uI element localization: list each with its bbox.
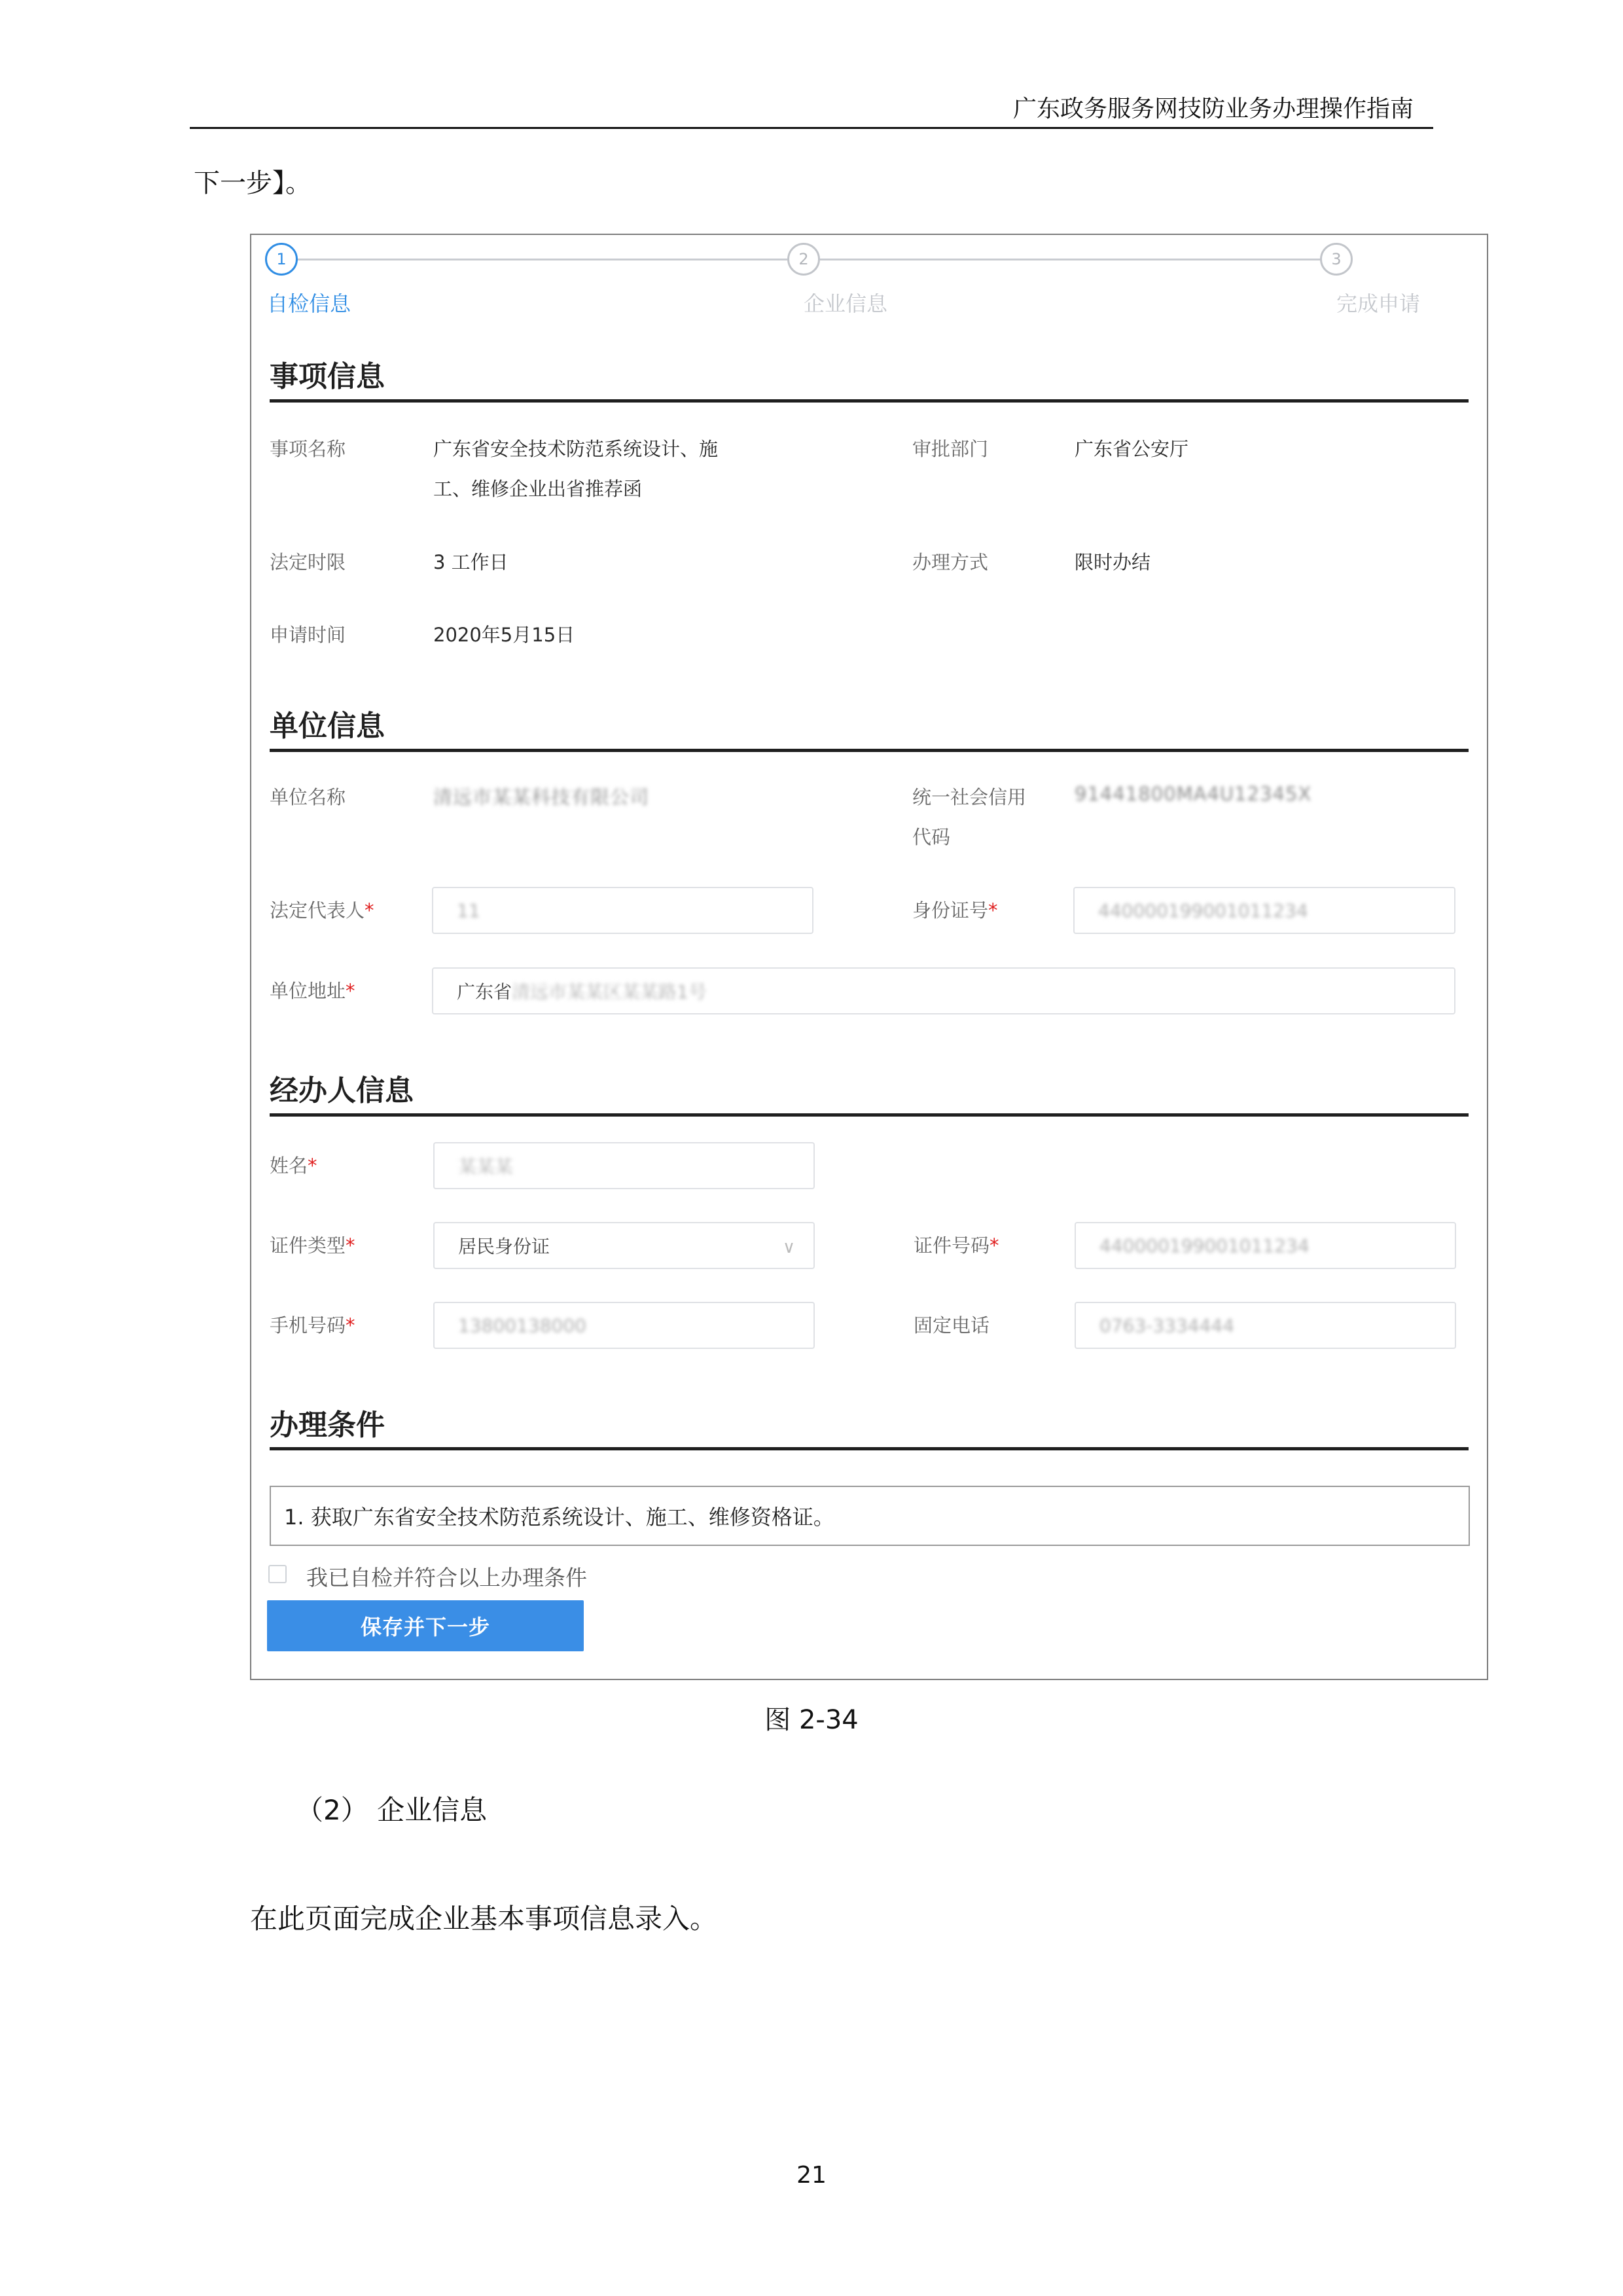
unit-name-value: 清远市某某科技有限公司	[433, 786, 650, 808]
approval-dept-value: 广东省公安厅	[1075, 438, 1189, 460]
section-title-agent: 经办人信息	[270, 1074, 414, 1107]
document-header-title: 广东政务服务网技防业务办理操作指南	[1013, 96, 1414, 122]
legal-rep-input[interactable]: 11	[432, 887, 813, 934]
agent-name-label: 姓名*	[270, 1155, 317, 1177]
embedded-screenshot	[250, 234, 1488, 1680]
agree-label[interactable]: 我已自检并符合以上办理条件	[306, 1565, 587, 1590]
approval-dept-label: 审批部门	[912, 438, 989, 460]
legal-rep-label: 法定代表人*	[270, 899, 374, 922]
chevron-down-icon: ∨	[782, 1238, 795, 1257]
section-rule	[270, 399, 1469, 403]
lead-text: 下一步】。	[194, 168, 312, 198]
step-1-label[interactable]: 自检信息	[267, 291, 351, 316]
body-text: 在此页面完成企业基本事项信息录入。	[250, 1903, 718, 1935]
handle-mode-value: 限时办结	[1075, 551, 1151, 573]
matter-name-value-line1: 广东省安全技术防范系统设计、施	[433, 438, 719, 460]
legal-limit-label: 法定时限	[270, 551, 346, 573]
section-title-matter: 事项信息	[270, 360, 385, 393]
cert-number-label: 证件号码*	[914, 1234, 999, 1257]
landline-input[interactable]: 0763-3334444	[1075, 1302, 1456, 1349]
step-3-label[interactable]: 完成申请	[1336, 291, 1421, 316]
section-rule	[270, 1113, 1469, 1117]
agree-checkbox[interactable]	[268, 1565, 287, 1583]
cert-number-input[interactable]: 440000199001011234	[1075, 1222, 1456, 1269]
save-next-button[interactable]: 保存并下一步	[267, 1600, 584, 1651]
id-number-label: 身份证号*	[912, 899, 998, 922]
page-number: 21	[796, 2162, 827, 2189]
credit-code-label-line2: 代码	[912, 826, 951, 848]
step-3-circle[interactable]: 3	[1320, 243, 1353, 276]
matter-name-value-line2: 工、维修企业出省推荐函	[433, 478, 643, 500]
credit-code-value: 91441800MA4U12345X	[1075, 783, 1312, 805]
landline-label: 固定电话	[914, 1314, 990, 1336]
unit-name-label: 单位名称	[270, 786, 346, 808]
section-title-conditions: 办理条件	[270, 1408, 385, 1442]
step-1-circle[interactable]: 1	[265, 243, 298, 276]
figure-caption: 图 2-34	[764, 1705, 859, 1735]
section-rule	[270, 1447, 1469, 1450]
credit-code-label-line1: 统一社会信用	[912, 786, 1027, 808]
mobile-label: 手机号码*	[270, 1314, 355, 1336]
matter-name-label: 事项名称	[270, 438, 346, 460]
cert-type-select[interactable]: 居民身份证 ∨	[433, 1222, 815, 1269]
section-rule	[270, 749, 1469, 752]
apply-time-value: 2020年5月15日	[433, 624, 575, 646]
step-2-label[interactable]: 企业信息	[804, 291, 888, 316]
handle-mode-label: 办理方式	[912, 551, 989, 573]
cert-type-label: 证件类型*	[270, 1234, 355, 1257]
unit-address-input[interactable]: 广东省 清远市某某区某某路1号	[432, 967, 1455, 1014]
header-rule	[190, 127, 1433, 129]
step-2-circle[interactable]: 2	[787, 243, 820, 276]
unit-address-label: 单位地址*	[270, 980, 355, 1002]
agent-name-input[interactable]: 某某某	[433, 1142, 815, 1189]
step-connector	[293, 259, 787, 260]
mobile-input[interactable]: 13800138000	[433, 1302, 815, 1349]
legal-limit-value: 3 工作日	[433, 551, 508, 573]
condition-item: 1. 获取广东省安全技术防范系统设计、施工、维修资格证。	[270, 1486, 1470, 1546]
step-connector	[820, 259, 1320, 260]
sub-heading: （2） 企业信息	[296, 1794, 488, 1826]
section-title-unit: 单位信息	[270, 709, 385, 743]
id-number-input[interactable]: 440000199001011234	[1073, 887, 1455, 934]
apply-time-label: 申请时间	[270, 624, 346, 646]
